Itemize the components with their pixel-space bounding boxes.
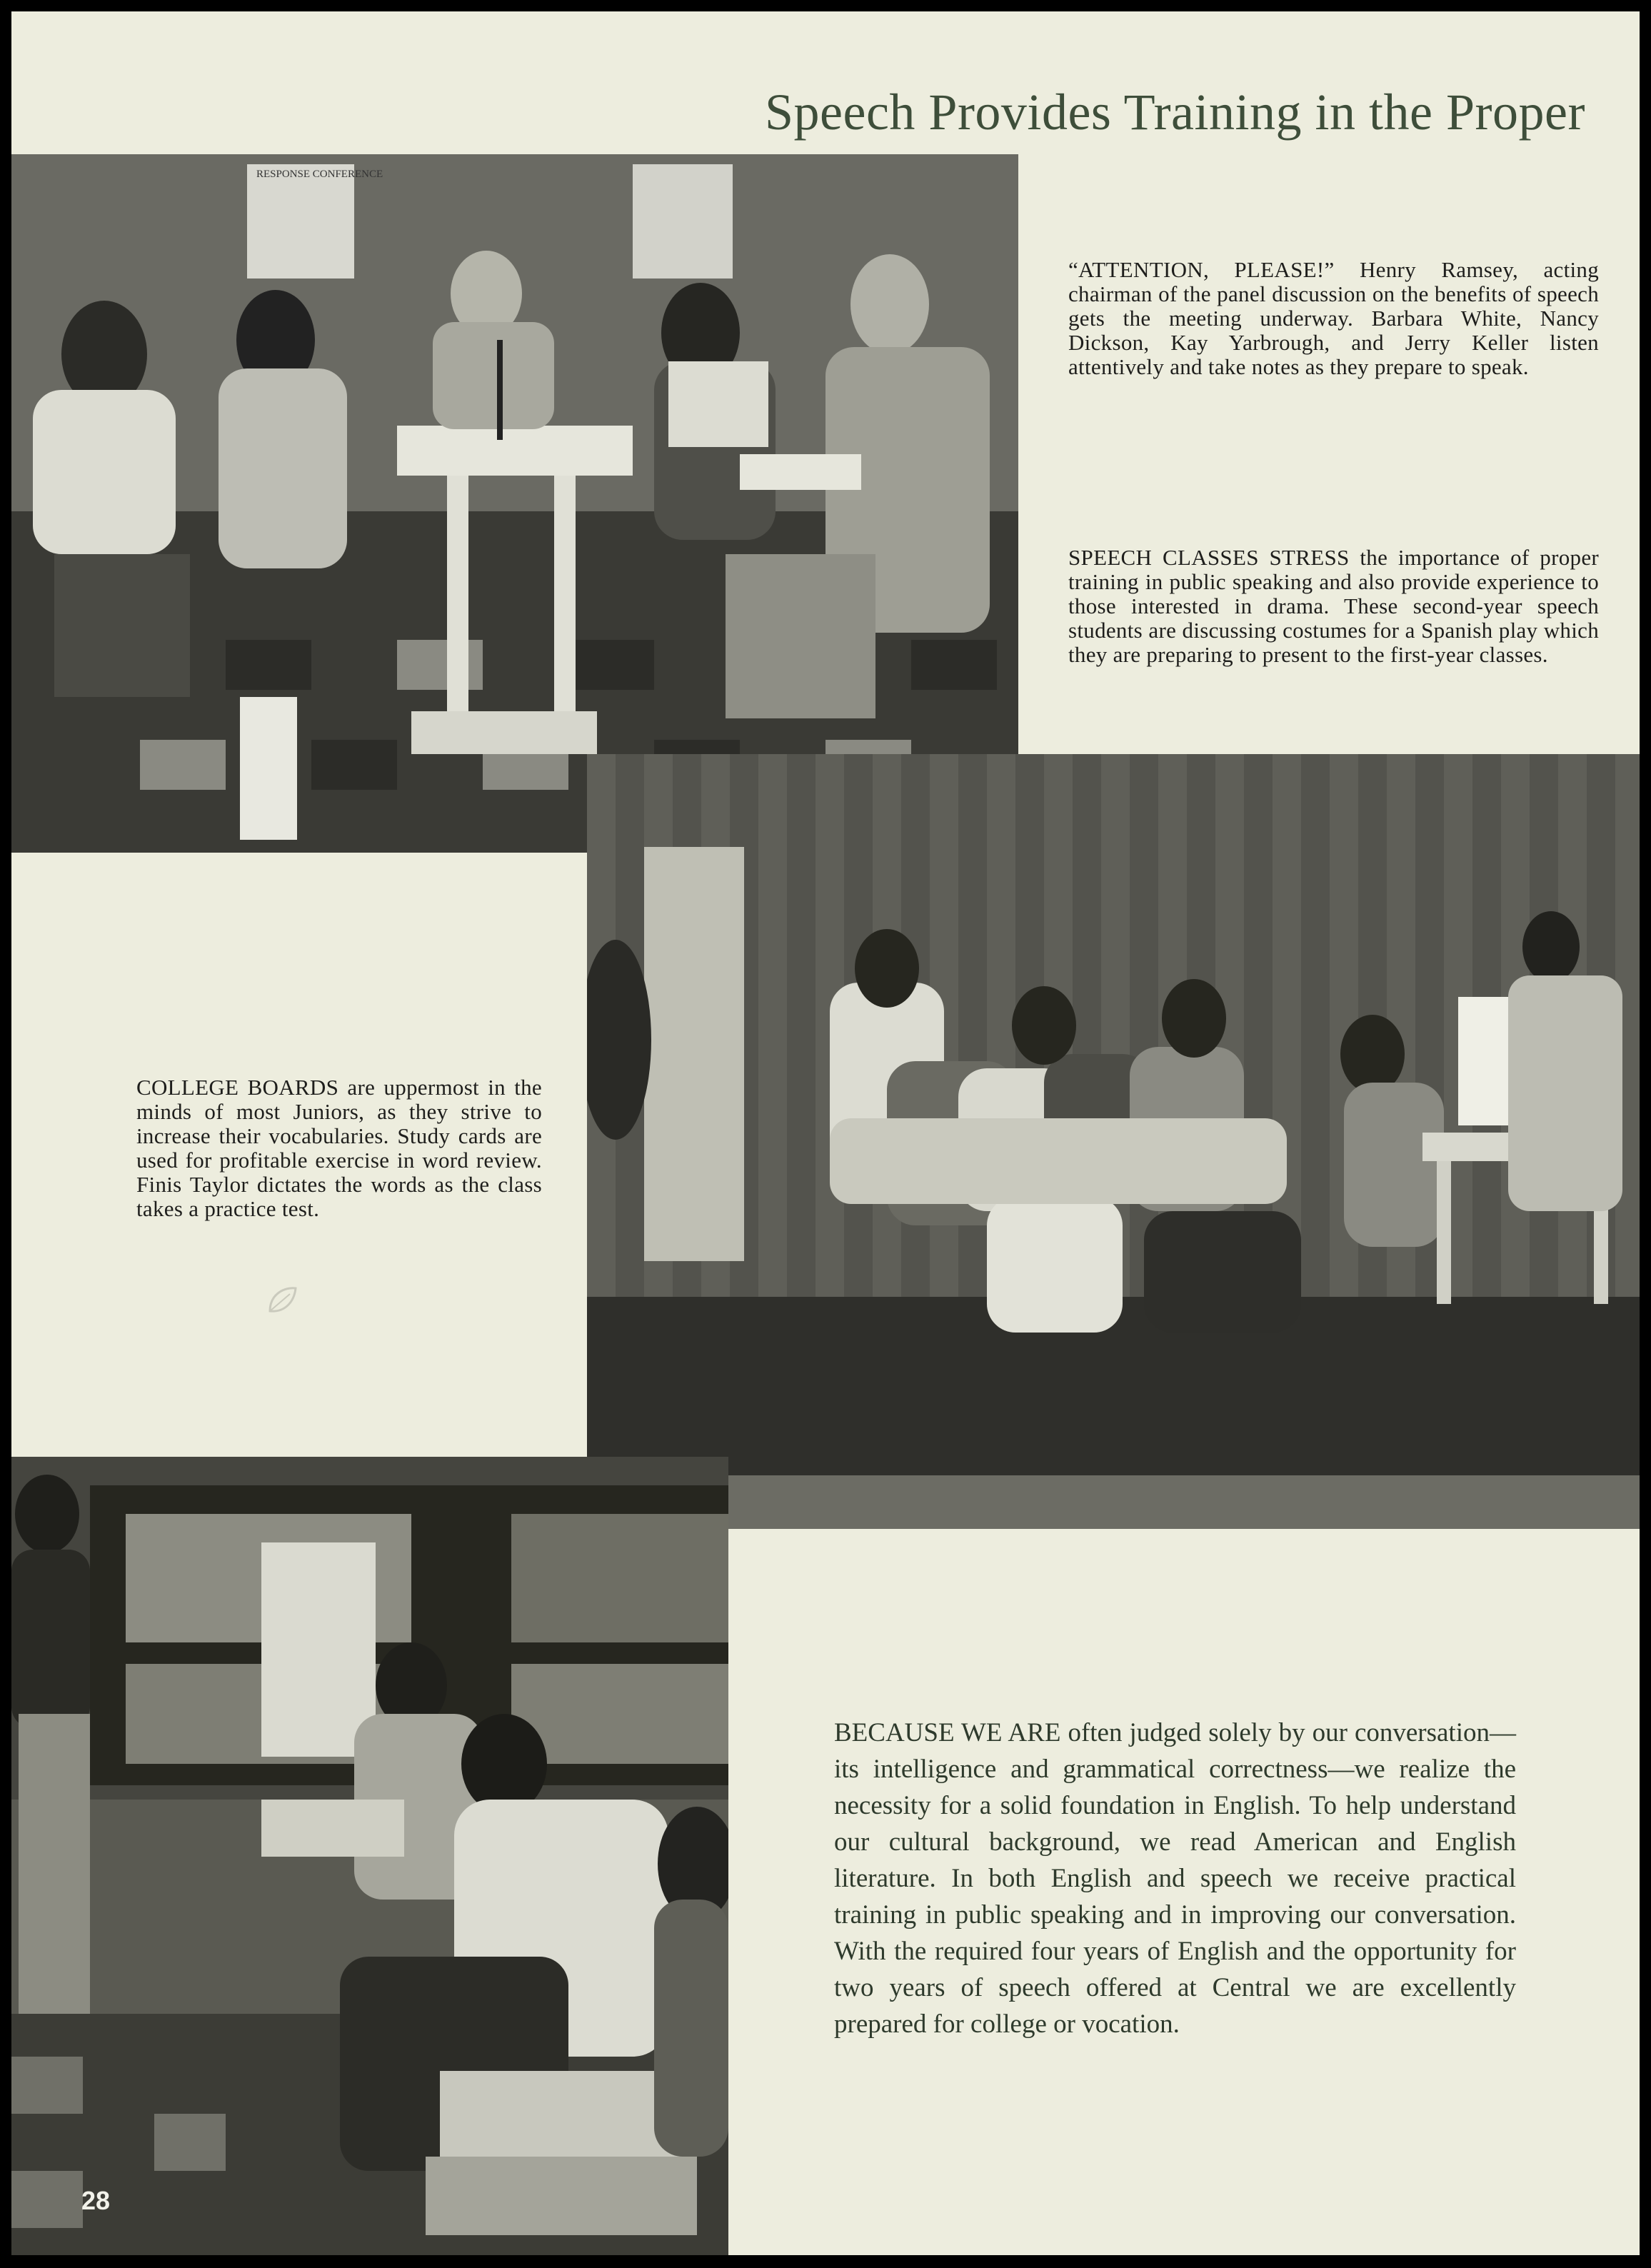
poster-text: RESPONSE CONFERENCE: [256, 169, 383, 180]
page-headline: Speech Provides Training in the Proper: [765, 84, 1585, 141]
college-boards-caption: COLLEGE BOARDS are uppermost in the minds of most Juniors, as they strive to increase their vocabularies. Study cards are used for profitable exercise in word review. Finis Taylor dictates the words as the class takes a practice test.: [136, 1075, 542, 1221]
leaf-icon: [264, 1283, 300, 1318]
college-boards-classroom-photo: [11, 1457, 728, 2255]
speech-classes-caption: SPEECH CLASSES STRESS the importance of proper training in public speaking and also provide experience to those interested in drama. These second-year speech students are discussing costumes for a Spanish play which they are preparing to present to the first-year classes.: [1068, 545, 1599, 667]
yearbook-page: [11, 11, 1640, 2255]
panel-discussion-photo: [11, 154, 1018, 853]
body-text: BECAUSE WE ARE often judged solely by our conversation—its intelligence and grammatical correctness—we realize the necessity for a solid foundation in English. To help understand our cultural background, we read American and English literature. In both English and speech we receive practical training in public speaking and in improving our conversation. With the required four years of English and the opportunity for two years of speech offered at Central we are excellently prepared for college or vocation.: [834, 1718, 1516, 2039]
speech-class-stage-photo: [587, 754, 1640, 1529]
page-number: 28: [81, 2186, 111, 2215]
panel-discussion-caption: “ATTENTION, PLEASE!” Henry Ramsey, acting chairman of the panel discussion on the benefits of speech gets the meeting underway. Barbara White, Nancy Dickson, Kay Yarbrough, and Jerry Keller listen attentively and take notes as they prepare to speak.: [1068, 257, 1599, 379]
